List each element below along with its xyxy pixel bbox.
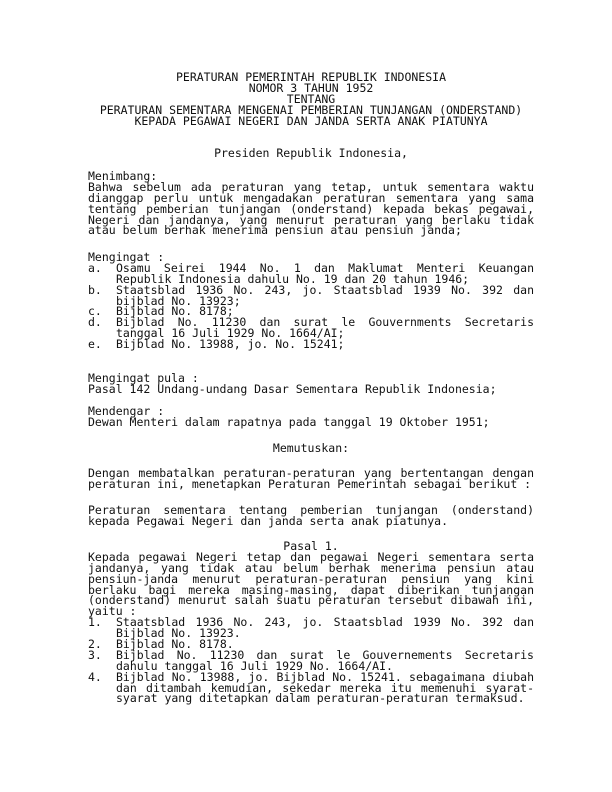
- paragraph-line: berlaku bagi mereka masing-masing, dapat diberikan tunjangan: [88, 582, 534, 597]
- paragraph-line: atau belum berhak menerima pensiun atau pensiun janda;: [88, 223, 462, 238]
- section-mengingat-pula: [88, 373, 534, 395]
- list-item-label: e.: [88, 337, 102, 352]
- list-item: [88, 260, 534, 286]
- paragraph-line: dan ditambah kemudian, sekedar mereka itu memenuhi syarat-: [116, 680, 534, 695]
- section-mendengar: [88, 406, 534, 428]
- section-mengingat: [88, 252, 534, 350]
- section-heading: Mengingat pula :: [88, 371, 199, 385]
- list-item: [88, 669, 534, 706]
- list-item-label: d.: [88, 315, 102, 330]
- paragraph-line: Bijblad No. 11230 dan surat le Gouvernments Secretaris: [116, 315, 534, 330]
- paragraph-line: dianggap perlu untuk mengadakan peraturan sementara yang sama: [88, 190, 534, 205]
- document-title: [88, 72, 534, 126]
- section-heading: Mendengar :: [88, 404, 165, 418]
- paragraph-line: Pasal 142 Undang-undang Dasar Sementara Republik Indonesia;: [88, 381, 497, 396]
- paragraph-line: Bijblad No. 8178;: [116, 304, 234, 319]
- paragraph-line: Peraturan sementara tentang pemberian tunjangan (onderstand): [88, 503, 534, 517]
- memutuskan-heading: Memutuskan:: [272, 441, 350, 455]
- title-line: NOMOR 3 TAHUN 1952: [248, 80, 374, 95]
- list-item-label: 2.: [88, 637, 102, 652]
- paragraph-line: Bahwa sebelum ada peraturan yang tetap, untuk sementara waktu: [88, 179, 534, 194]
- paragraph-line: Kepada pegawai Negeri tetap dan pegawai Negeri sementara serta: [88, 549, 534, 564]
- preamble-president: [88, 148, 534, 159]
- paragraph-line: Bijblad No. 8178.: [116, 637, 234, 652]
- paragraph-line: Staatsblad 1936 No. 243, jo. Staatsblad 1939 No. 392 dan: [116, 615, 534, 630]
- list-item-label: a.: [88, 260, 102, 275]
- list-item: [88, 617, 534, 639]
- title-line: PERATURAN PEMERINTAH REPUBLIK INDONESIA: [175, 70, 447, 84]
- section-heading: Menimbang:: [88, 169, 158, 183]
- paragraph-line: Bijblad No. 13988, jo. No. 15241;: [116, 337, 345, 352]
- article-heading: Pasal 1.: [283, 539, 339, 553]
- paragraph-line: tanggal 16 Juli 1929 No. 1664/AI;: [116, 326, 345, 341]
- section-memutuskan: [88, 443, 534, 454]
- paragraph-line: jandanya, yang tidak atau belum berhak menerima pensiun atau: [88, 560, 534, 575]
- list-item-label: 1.: [88, 615, 102, 630]
- paragraph-peraturan: [88, 505, 534, 527]
- paragraph-line: peraturan ini, menetapkan Peraturan Pemerintah sebagai berikut :: [88, 476, 532, 491]
- title-line: TENTANG: [286, 91, 336, 106]
- list-item: [88, 647, 534, 673]
- paragraph-line: Bijblad No. 11230 dan surat le Gouvernements Secretaris: [116, 647, 534, 662]
- paragraph-line: Dewan Menteri dalam rapatnya pada tanggal 19 Oktober 1951;: [88, 414, 490, 429]
- paragraph-dengan: [88, 468, 534, 490]
- list-item: [88, 317, 534, 339]
- paragraph-line: syarat yang ditetapkan dalam peraturan-peraturan termaksud.: [116, 691, 525, 706]
- paragraph-line: yaitu :: [88, 604, 137, 619]
- list-item-label: 4.: [88, 669, 102, 684]
- paragraph-line: Dengan membatalkan peraturan-peraturan yang bertentangan dengan: [88, 466, 534, 480]
- president-line: Presiden Republik Indonesia,: [214, 146, 408, 160]
- paragraph-line: Bijblad No. 13988, jo. Bijblad No. 15241. sebagaimana diubah: [116, 669, 534, 684]
- paragraph-line: Negeri dan jandanya, yang menurut peraturan yang berlaku tidak: [88, 212, 534, 227]
- list-item: [88, 282, 534, 308]
- paragraph-line: kepada Pegawai Negeri dan janda serta anak piatunya.: [88, 513, 449, 528]
- list-item-label: c.: [88, 304, 102, 319]
- paragraph-line: Republik Indonesia dahulu No. 19 dan 20 tahun 1946;: [116, 271, 470, 286]
- paragraph-line: Bijblad No. 13923.: [116, 626, 241, 641]
- list-item-label: 3.: [88, 647, 102, 662]
- section-heading: Mengingat :: [88, 250, 165, 264]
- paragraph-line: dahulu tanggal 16 Juli 1929 No. 1664/AI.: [116, 658, 393, 673]
- section-pasal-1: [88, 541, 534, 704]
- paragraph-line: tentang pemberian tunjangan (onderstand) kepada bekas pegawai,: [88, 201, 534, 216]
- paragraph-line: bijblad No. 13923;: [116, 293, 241, 308]
- paragraph-line: Staatsblad 1936 No. 243, jo. Staatsblad 1939 No. 392 dan: [116, 282, 534, 297]
- paragraph-line: pensiun-janda menurut peraturan-peraturan pensiun yang kini: [88, 571, 534, 586]
- list-item: [88, 339, 534, 350]
- title-line: KEPADA PEGAWAI NEGERI DAN JANDA SERTA ANAK PIATUNYA: [134, 113, 488, 128]
- section-menimbang: [88, 171, 534, 236]
- title-line: PERATURAN SEMENTARA MENGENAI PEMBERIAN TUNJANGAN (ONDERSTAND): [99, 102, 523, 117]
- paragraph-line: (onderstand) menurut salah suatu peraturan tersebut dibawah ini,: [88, 593, 534, 608]
- list-item-label: b.: [88, 282, 102, 297]
- paragraph-line: Osamu Seirei 1944 No. 1 dan Maklumat Menteri Keuangan: [116, 260, 534, 275]
